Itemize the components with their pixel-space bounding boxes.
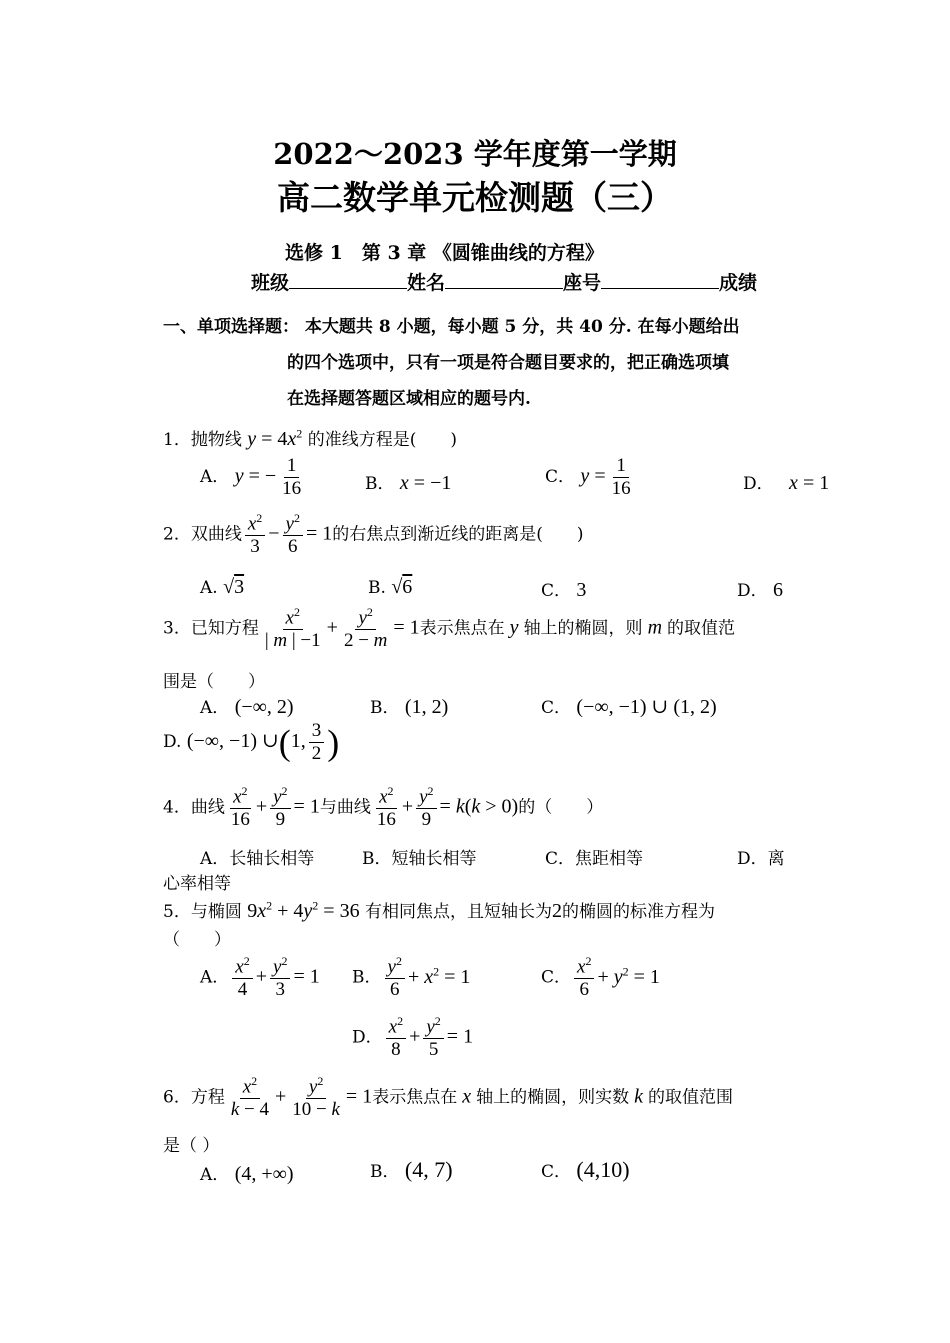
section-text-1: 本大题共 8 小题，每小题 5 分，共 40 分. 在每小题给出 — [304, 317, 740, 337]
q6-option-a-label: A． — [200, 1165, 230, 1185]
field-class-label: 班级 — [251, 272, 290, 294]
q3-option-c-label: C． — [541, 698, 572, 718]
section-instructions-line-2: 的四个选项中，只有一项是符合题目要求的，把正确选项填 — [287, 353, 729, 373]
q3-option-d-label: D. — [163, 731, 182, 752]
field-class-blank — [289, 270, 407, 289]
q3-stem-pre: 3．已知方程 — [163, 618, 259, 639]
q5-option-c-label: C． — [541, 967, 572, 988]
section-instructions-line-3: 在选择题答题区域相应的题号内. — [287, 389, 531, 409]
info-fields — [251, 268, 757, 295]
q2-option-c — [541, 576, 586, 602]
q1-stem-pre: 1．抛物线 — [163, 430, 242, 450]
q5-stem-mid: 有相同焦点，且短轴长为 — [364, 902, 552, 922]
question-1 — [163, 425, 457, 451]
q6-stem-post: 的取值范围 — [647, 1087, 733, 1108]
q1-option-b-label: B． — [365, 474, 395, 494]
q1-option-d-label: D． — [743, 474, 774, 494]
q3-option-a-label: A． — [200, 698, 230, 718]
q4-stem-post: 的（ ） — [518, 797, 604, 818]
q6-stem-mid: 表示焦点在 — [372, 1087, 458, 1108]
q6-option-a: A． (4, +∞) — [200, 1163, 294, 1185]
section-instructions-line-1 — [163, 312, 740, 337]
q1-option-c-label: C． — [545, 466, 576, 487]
q2-option-d-value: 6 — [773, 579, 784, 601]
q3-option-a: A． (−∞, 2) — [200, 696, 294, 718]
q2-option-d-label: D． — [737, 581, 768, 601]
q2-stem-pre: 2．双曲线 — [163, 524, 242, 545]
q5-stem-pre: 5．与椭圆 — [163, 902, 242, 922]
q1-option-d: D． x = 1 — [743, 472, 830, 494]
q5-option-b-label: B． — [352, 967, 382, 988]
title-line-2: 高二数学单元检测题（三） — [277, 178, 673, 217]
q4-stem-pre: 4．曲线 — [163, 797, 225, 818]
q4-stem-mid: 与曲线 — [319, 797, 371, 818]
q1-equation: $y = 4x^2$ — [247, 426, 303, 450]
q5-option-d: D． $\frac{x^2}{8}$ + $\frac{y^2}{5}$ = 1 — [352, 1014, 474, 1061]
q5-option-a: A． $\frac{x^2}{4}$ + $\frac{y^2}{3}$ = 1 — [200, 954, 320, 1001]
q6-option-c: C． (4,10) — [541, 1157, 630, 1182]
q4-option-a: A．长轴长相等 — [200, 849, 315, 869]
q4-option-b: B．短轴长相等 — [362, 849, 477, 869]
field-name-blank — [445, 270, 563, 289]
field-seat-label: 座号 — [563, 272, 602, 294]
q5-stem-line-2: （ ） — [163, 930, 231, 950]
q4-option-c: C．焦距相等 — [545, 849, 644, 869]
q3-stem-mid2: 轴上的椭圆，则 — [523, 618, 643, 639]
q3-option-d: D. (−∞, −1) ∪(1, $\frac{3}{2}$ ) — [163, 720, 340, 764]
q6-option-b: B． (4, 7) — [370, 1157, 453, 1182]
q3-option-b: B． (1, 2) — [370, 696, 449, 718]
q6-option-c-label: C． — [541, 1162, 572, 1182]
question-3: 3．已知方程 $\frac{x^2}{| m | -1}$ + $\frac{y^2}{2 - m}$ = 1表示焦点在 y 轴上的椭圆，则 m 的取值范 — [163, 605, 736, 652]
q1-option-b: B． x = −1 — [365, 472, 452, 494]
q3-stem-mid: 表示焦点在 — [419, 618, 505, 639]
q5-stem-post: 的椭圆的标准方程为 — [561, 902, 715, 922]
q6-option-b-label: B． — [370, 1162, 400, 1182]
question-6: 6．方程 $\frac{x^2}{k - 4}$ + $\frac{y^2}{10 - k}$ = 1表示焦点在 x 轴上的椭圆，则实数 k 的取值范围 — [163, 1074, 733, 1121]
q6-stem-line-2: 是（ ） — [163, 1136, 220, 1156]
q5-option-a-label: A． — [200, 967, 230, 988]
q2-option-c-label: C． — [541, 581, 572, 601]
q6-stem-mid2: 轴上的椭圆，则实数 — [476, 1087, 630, 1108]
q3-option-c: C． (−∞, −1) ∪ (1, 2) — [541, 696, 717, 718]
q4-option-d: D．离 — [737, 849, 785, 869]
q2-option-a: A. √3 — [200, 576, 245, 598]
q1-option-a-label: A． — [200, 466, 230, 487]
q2-stem-post: 的右焦点到渐近线的距离是( ) — [332, 524, 584, 545]
q5-option-b: B． $\frac{y^2}{6}$ + $x^2 = 1$ — [352, 954, 471, 1001]
q1-option-c: C． y = $\frac{1}{16}$ — [545, 455, 631, 499]
q2-option-d — [737, 576, 783, 602]
q3-option-b-label: B． — [370, 698, 400, 718]
field-seat-blank — [601, 270, 719, 289]
q2-option-c-value: 3 — [576, 579, 587, 601]
question-4: 4．曲线 $\frac{x^2}{16}$ + $\frac{y^2}{9}$ = 1与曲线 $\frac{x^2}{16}$ + $\frac{y^2}{9}$ = k(k > 0)的（ ） — [163, 784, 604, 831]
q6-stem-pre: 6．方程 — [163, 1087, 225, 1108]
field-name-label: 姓名 — [407, 272, 446, 294]
q5-option-d-label: D． — [352, 1027, 383, 1048]
q5-minor-axis-value: 2 — [551, 900, 562, 922]
q4-option-d-wrap: 心率相等 — [163, 874, 231, 894]
q2-option-b-label: B. — [368, 578, 386, 598]
q2-option-a-label: A. — [200, 578, 218, 598]
q5-option-c: C． $\frac{x^2}{6}$ + $y^2 = 1$ — [541, 954, 660, 1001]
question-5: 5．与椭圆 $9x^2 + 4y^2 = 36$ 有相同焦点，且短轴长为2的椭圆的标准方程为 — [163, 898, 715, 922]
section-label: 一、单项选择题： — [163, 317, 299, 337]
q1-option-a: A． y = − $\frac{1}{16}$ — [200, 455, 302, 499]
q3-stem-post: 的取值范 — [667, 618, 736, 639]
q3-stem-line-2: 围是（ ） — [163, 672, 265, 692]
question-2: 2．双曲线 $\frac{x^2}{3}$ − $\frac{y^2}{6}$ = 1的右焦点到渐近线的距离是( ) — [163, 511, 584, 558]
title-line-1: 2022～2023 学年度第一学期 — [273, 137, 677, 171]
field-score-label: 成绩 — [719, 272, 758, 294]
q2-option-b: B. √6 — [368, 576, 413, 598]
subtitle: 选修 1 第 3 章 《圆锥曲线的方程》 — [285, 242, 604, 264]
q1-stem-post: 的准线方程是( ) — [307, 430, 457, 450]
